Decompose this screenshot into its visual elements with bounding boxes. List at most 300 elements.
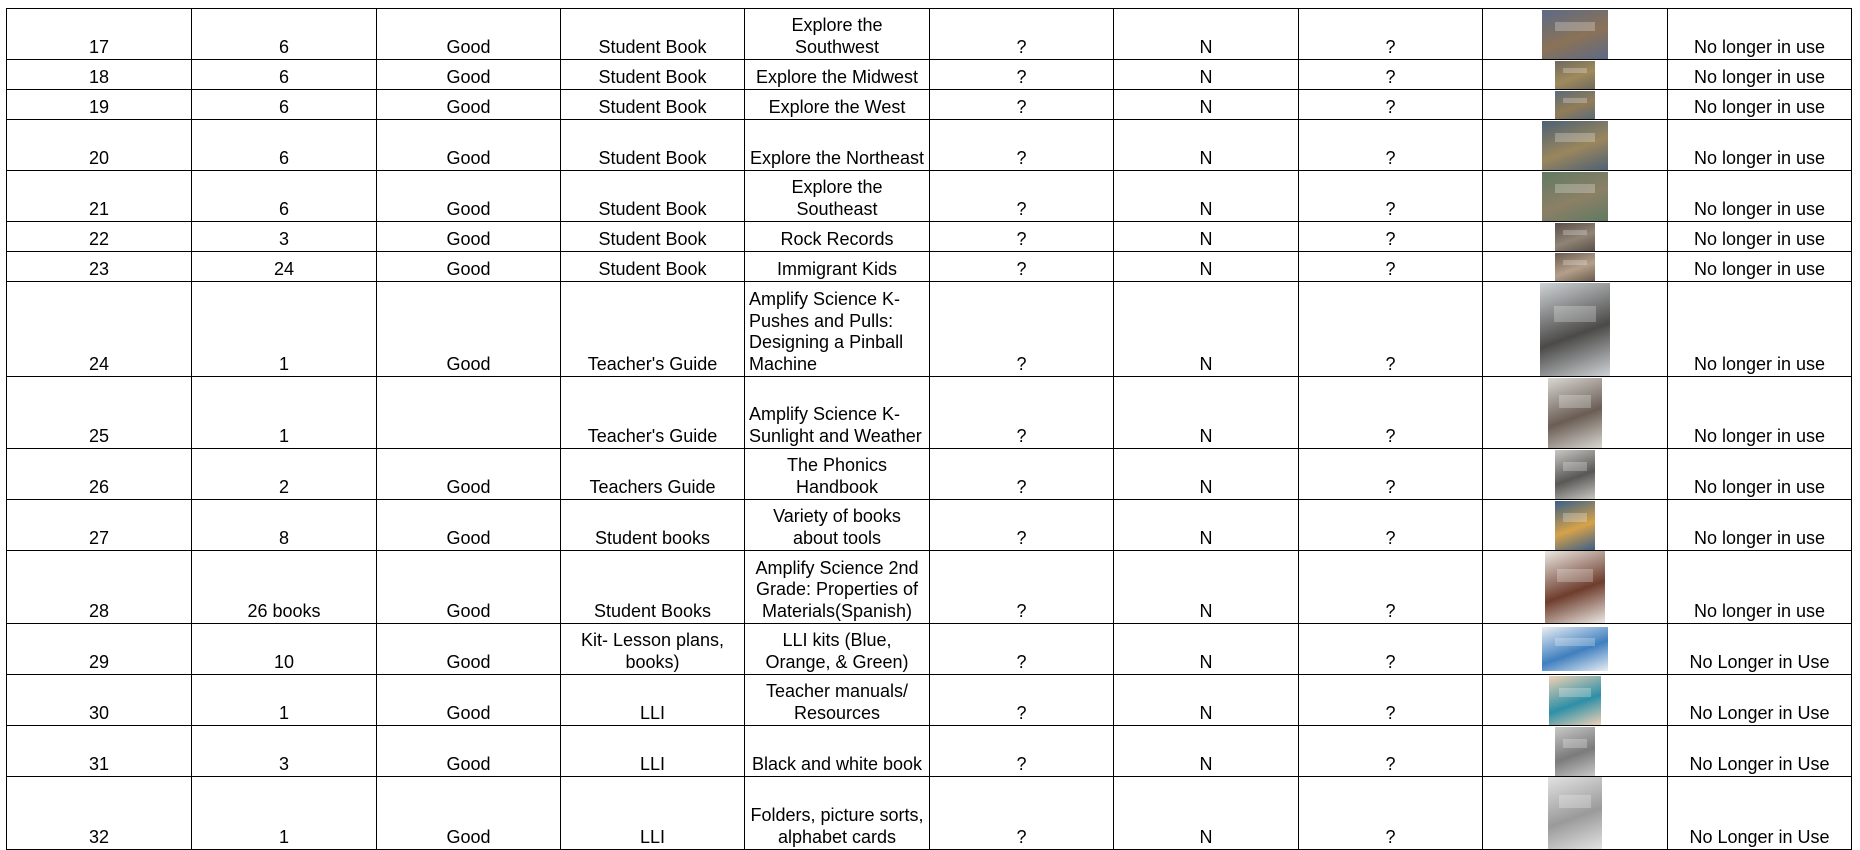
- row-number-cell: [7, 90, 192, 120]
- status-cell: [1668, 777, 1852, 850]
- status-text: No longer in use: [1693, 36, 1826, 57]
- item-photo: [1542, 627, 1608, 671]
- condition-text: Good: [446, 36, 491, 57]
- status-cell: [1668, 90, 1852, 120]
- quantity-cell: [192, 171, 377, 222]
- question-cell: [930, 90, 1114, 120]
- row-number-cell: [7, 377, 192, 449]
- item-type-text: Kit- Lesson plans, books): [580, 630, 725, 672]
- question-text: ?: [1016, 600, 1027, 621]
- available-cell: [1114, 726, 1299, 777]
- available-text: N: [1199, 826, 1213, 847]
- title-cell: [745, 90, 930, 120]
- row-number-text: 21: [88, 198, 110, 219]
- question-text: ?: [1016, 96, 1027, 117]
- title-text: Amplify Science 2nd Grade: Properties of Materials(Spanish): [755, 557, 919, 621]
- row-number-cell: [7, 777, 192, 850]
- question-text-2: ?: [1385, 600, 1396, 621]
- question-cell: [930, 252, 1114, 282]
- photo-cell: [1483, 551, 1668, 624]
- photo-cell: [1483, 624, 1668, 675]
- question-text: ?: [1016, 753, 1027, 774]
- table-row: [7, 624, 1852, 675]
- status-cell: [1668, 252, 1852, 282]
- row-number-text: 17: [88, 36, 110, 57]
- condition-cell: [377, 222, 561, 252]
- title-cell: [745, 120, 930, 171]
- row-number-text: 30: [88, 702, 110, 723]
- table-row: [7, 222, 1852, 252]
- question-text-2: ?: [1385, 753, 1396, 774]
- row-number-cell: [7, 624, 192, 675]
- table-row: [7, 449, 1852, 500]
- available-text: N: [1199, 198, 1213, 219]
- status-cell: [1668, 449, 1852, 500]
- condition-cell: [377, 9, 561, 60]
- title-cell: [745, 726, 930, 777]
- table-row: [7, 9, 1852, 60]
- row-number-text: 31: [88, 753, 110, 774]
- title-cell: [745, 500, 930, 551]
- question-text: ?: [1016, 476, 1027, 497]
- row-number-cell: [7, 449, 192, 500]
- condition-cell: [377, 500, 561, 551]
- available-cell: [1114, 777, 1299, 850]
- quantity-cell: [192, 551, 377, 624]
- item-photo: [1548, 777, 1602, 849]
- status-cell: [1668, 60, 1852, 90]
- condition-cell: [377, 449, 561, 500]
- row-number-cell: [7, 120, 192, 171]
- item-photo: [1555, 501, 1595, 550]
- quantity-cell: [192, 449, 377, 500]
- question-text: ?: [1016, 147, 1027, 168]
- table-row: [7, 551, 1852, 624]
- title-text: Explore the Northeast: [749, 147, 925, 168]
- title-text: Explore the Southwest: [791, 15, 883, 57]
- question-text-2: ?: [1385, 36, 1396, 57]
- title-text: Variety of books about tools: [773, 506, 901, 548]
- available-text: N: [1199, 753, 1213, 774]
- quantity-cell: [192, 624, 377, 675]
- row-number-cell: [7, 500, 192, 551]
- table-row: [7, 90, 1852, 120]
- quantity-text: 1: [278, 826, 289, 847]
- question-text: ?: [1016, 228, 1027, 249]
- condition-cell: [377, 120, 561, 171]
- row-number-cell: [7, 171, 192, 222]
- question-cell: [930, 777, 1114, 850]
- question-text-2: ?: [1385, 702, 1396, 723]
- photo-cell: [1483, 449, 1668, 500]
- condition-text: Good: [446, 228, 491, 249]
- item-type-text: Student Book: [598, 66, 707, 87]
- available-cell: [1114, 551, 1299, 624]
- status-text: No Longer in Use: [1689, 753, 1830, 774]
- item-type-text: Teacher's Guide: [587, 353, 718, 374]
- item-type-cell: [561, 90, 745, 120]
- item-photo: [1549, 676, 1601, 725]
- condition-text: Good: [446, 147, 491, 168]
- question-text-2: ?: [1385, 527, 1396, 548]
- question-cell-2: [1299, 624, 1483, 675]
- question-cell-2: [1299, 171, 1483, 222]
- question-cell: [930, 60, 1114, 90]
- table-row: [7, 60, 1852, 90]
- title-cell: [745, 624, 930, 675]
- question-cell-2: [1299, 252, 1483, 282]
- available-cell: [1114, 624, 1299, 675]
- condition-cell: [377, 726, 561, 777]
- table-row: [7, 500, 1852, 551]
- condition-cell: [377, 60, 561, 90]
- item-type-text: Teachers Guide: [589, 476, 716, 497]
- condition-cell: [377, 90, 561, 120]
- quantity-cell: [192, 60, 377, 90]
- available-cell: [1114, 377, 1299, 449]
- photo-cell: [1483, 120, 1668, 171]
- title-text: Explore the Southeast: [791, 177, 883, 219]
- photo-cell: [1483, 222, 1668, 252]
- photo-cell: [1483, 377, 1668, 449]
- row-number-text: 19: [88, 96, 110, 117]
- quantity-cell: [192, 90, 377, 120]
- item-photo: [1555, 450, 1595, 499]
- inventory-table: [6, 8, 1852, 850]
- item-type-cell: [561, 624, 745, 675]
- available-text: N: [1199, 527, 1213, 548]
- quantity-text: 2: [278, 476, 289, 497]
- item-type-text: Student Book: [598, 258, 707, 279]
- item-photo: [1542, 172, 1608, 221]
- available-text: N: [1199, 651, 1213, 672]
- condition-cell: [377, 377, 561, 449]
- available-text: N: [1199, 228, 1213, 249]
- title-cell: [745, 377, 930, 449]
- item-type-cell: [561, 120, 745, 171]
- photo-cell: [1483, 171, 1668, 222]
- item-type-cell: [561, 252, 745, 282]
- question-cell-2: [1299, 60, 1483, 90]
- quantity-cell: [192, 377, 377, 449]
- item-type-text: Teacher's Guide: [587, 425, 718, 446]
- question-cell: [930, 222, 1114, 252]
- status-cell: [1668, 120, 1852, 171]
- row-number-cell: [7, 222, 192, 252]
- question-cell: [930, 726, 1114, 777]
- item-photo: [1555, 91, 1595, 119]
- status-cell: [1668, 624, 1852, 675]
- item-type-text: Student Book: [598, 96, 707, 117]
- question-cell-2: [1299, 222, 1483, 252]
- quantity-cell: [192, 675, 377, 726]
- question-cell: [930, 449, 1114, 500]
- question-cell: [930, 120, 1114, 171]
- quantity-text: 3: [278, 228, 289, 249]
- status-text: No longer in use: [1693, 258, 1826, 279]
- table-row: [7, 777, 1852, 850]
- item-type-text: Student Book: [598, 228, 707, 249]
- question-text-2: ?: [1385, 476, 1396, 497]
- status-cell: [1668, 171, 1852, 222]
- question-text: ?: [1016, 425, 1027, 446]
- item-type-cell: [561, 377, 745, 449]
- quantity-text: 3: [278, 753, 289, 774]
- row-number-text: 29: [88, 651, 110, 672]
- question-text-2: ?: [1385, 651, 1396, 672]
- question-cell-2: [1299, 551, 1483, 624]
- photo-cell: [1483, 90, 1668, 120]
- title-text: Folders, picture sorts, alphabet cards: [750, 805, 924, 847]
- quantity-cell: [192, 282, 377, 377]
- title-cell: [745, 60, 930, 90]
- available-cell: [1114, 282, 1299, 377]
- status-text: No longer in use: [1693, 228, 1826, 249]
- row-number-text: 24: [88, 353, 110, 374]
- available-text: N: [1199, 353, 1213, 374]
- title-text: Explore the Midwest: [755, 66, 919, 87]
- question-cell-2: [1299, 120, 1483, 171]
- question-text: ?: [1016, 258, 1027, 279]
- title-text: Teacher manuals/ Resources: [765, 681, 909, 723]
- question-text-2: ?: [1385, 228, 1396, 249]
- title-text: The Phonics Handbook: [786, 455, 888, 497]
- question-text: ?: [1016, 353, 1027, 374]
- status-text: No longer in use: [1693, 96, 1826, 117]
- question-text-2: ?: [1385, 826, 1396, 847]
- table-row: [7, 675, 1852, 726]
- table-row: [7, 252, 1852, 282]
- title-text: Immigrant Kids: [776, 258, 898, 279]
- question-cell-2: [1299, 726, 1483, 777]
- title-cell: [745, 222, 930, 252]
- item-type-cell: [561, 60, 745, 90]
- table-row: [7, 171, 1852, 222]
- title-text: Amplify Science K- Sunlight and Weather: [749, 404, 922, 446]
- available-cell: [1114, 90, 1299, 120]
- row-number-text: 18: [88, 66, 110, 87]
- title-text: Black and white book: [751, 753, 923, 774]
- question-cell-2: [1299, 500, 1483, 551]
- table-row: [7, 726, 1852, 777]
- table-row: [7, 120, 1852, 171]
- condition-text: Good: [446, 753, 491, 774]
- available-text: N: [1199, 147, 1213, 168]
- condition-text: Good: [446, 476, 491, 497]
- question-text: ?: [1016, 527, 1027, 548]
- row-number-text: 25: [88, 425, 110, 446]
- quantity-cell: [192, 777, 377, 850]
- item-type-cell: [561, 726, 745, 777]
- item-type-text: Student Books: [593, 600, 712, 621]
- condition-cell: [377, 171, 561, 222]
- question-cell-2: [1299, 377, 1483, 449]
- question-text: ?: [1016, 702, 1027, 723]
- row-number-cell: [7, 675, 192, 726]
- quantity-text: 6: [278, 147, 289, 168]
- question-text: ?: [1016, 36, 1027, 57]
- quantity-cell: [192, 222, 377, 252]
- quantity-cell: [192, 9, 377, 60]
- question-cell: [930, 675, 1114, 726]
- title-cell: [745, 252, 930, 282]
- condition-text: Good: [446, 96, 491, 117]
- question-cell: [930, 551, 1114, 624]
- question-cell: [930, 282, 1114, 377]
- quantity-text: 1: [278, 425, 289, 446]
- question-text-2: ?: [1385, 96, 1396, 117]
- question-cell: [930, 624, 1114, 675]
- question-text-2: ?: [1385, 258, 1396, 279]
- item-photo: [1545, 551, 1605, 623]
- item-type-cell: [561, 551, 745, 624]
- condition-cell: [377, 675, 561, 726]
- item-photo: [1555, 61, 1595, 89]
- quantity-text: 10: [273, 651, 295, 672]
- row-number-cell: [7, 726, 192, 777]
- title-cell: [745, 675, 930, 726]
- status-text: No longer in use: [1693, 425, 1826, 446]
- condition-text: Good: [446, 826, 491, 847]
- row-number-text: 32: [88, 826, 110, 847]
- available-text: N: [1199, 425, 1213, 446]
- available-cell: [1114, 9, 1299, 60]
- quantity-text: 6: [278, 198, 289, 219]
- status-text: No longer in use: [1693, 353, 1826, 374]
- available-text: N: [1199, 96, 1213, 117]
- quantity-cell: [192, 252, 377, 282]
- question-cell: [930, 9, 1114, 60]
- condition-text: Good: [446, 198, 491, 219]
- condition-cell: [377, 252, 561, 282]
- title-cell: [745, 171, 930, 222]
- item-type-text: LLI: [639, 702, 666, 723]
- item-type-text: LLI: [639, 826, 666, 847]
- row-number-cell: [7, 551, 192, 624]
- question-cell: [930, 377, 1114, 449]
- table-row: [7, 377, 1852, 449]
- status-text: No Longer in Use: [1689, 826, 1830, 847]
- item-type-text: Student books: [594, 527, 711, 548]
- item-type-cell: [561, 675, 745, 726]
- photo-cell: [1483, 252, 1668, 282]
- quantity-text: 24: [273, 258, 295, 279]
- condition-cell: [377, 624, 561, 675]
- item-type-cell: [561, 777, 745, 850]
- status-cell: [1668, 377, 1852, 449]
- item-type-cell: [561, 9, 745, 60]
- item-photo: [1555, 223, 1595, 251]
- question-text: ?: [1016, 198, 1027, 219]
- status-text: No longer in use: [1693, 527, 1826, 548]
- condition-text: Good: [446, 651, 491, 672]
- quantity-cell: [192, 726, 377, 777]
- row-number-text: 26: [88, 476, 110, 497]
- condition-cell: [377, 551, 561, 624]
- available-text: N: [1199, 702, 1213, 723]
- quantity-cell: [192, 500, 377, 551]
- row-number-text: 28: [88, 600, 110, 621]
- photo-cell: [1483, 60, 1668, 90]
- quantity-text: 8: [278, 527, 289, 548]
- status-text: No longer in use: [1693, 147, 1826, 168]
- question-cell: [930, 171, 1114, 222]
- status-text: No Longer in Use: [1689, 702, 1830, 723]
- title-cell: [745, 777, 930, 850]
- row-number-text: 27: [88, 527, 110, 548]
- available-text: N: [1199, 258, 1213, 279]
- available-cell: [1114, 500, 1299, 551]
- available-cell: [1114, 449, 1299, 500]
- question-text-2: ?: [1385, 353, 1396, 374]
- available-text: N: [1199, 66, 1213, 87]
- item-type-cell: [561, 222, 745, 252]
- status-cell: [1668, 551, 1852, 624]
- item-type-cell: [561, 449, 745, 500]
- row-number-cell: [7, 9, 192, 60]
- title-text: Amplify Science K- Pushes and Pulls: Designing a Pinball Machine: [749, 289, 904, 374]
- status-cell: [1668, 726, 1852, 777]
- title-cell: [745, 282, 930, 377]
- status-cell: [1668, 282, 1852, 377]
- quantity-text: 26 books: [247, 600, 321, 621]
- photo-cell: [1483, 500, 1668, 551]
- item-type-cell: [561, 171, 745, 222]
- title-text: LLI kits (Blue, Orange, & Green): [765, 630, 909, 672]
- question-text-2: ?: [1385, 425, 1396, 446]
- question-cell: [930, 500, 1114, 551]
- status-text: No longer in use: [1693, 600, 1826, 621]
- question-text: ?: [1016, 826, 1027, 847]
- available-cell: [1114, 675, 1299, 726]
- question-text: ?: [1016, 66, 1027, 87]
- photo-cell: [1483, 9, 1668, 60]
- item-type-text: Student Book: [598, 36, 707, 57]
- question-text-2: ?: [1385, 147, 1396, 168]
- condition-text: Good: [446, 353, 491, 374]
- status-text: No longer in use: [1693, 66, 1826, 87]
- photo-cell: [1483, 777, 1668, 850]
- available-text: N: [1199, 476, 1213, 497]
- photo-cell: [1483, 675, 1668, 726]
- title-text: Explore the West: [768, 96, 906, 117]
- item-type-text: LLI: [639, 753, 666, 774]
- status-cell: [1668, 222, 1852, 252]
- quantity-text: 1: [278, 702, 289, 723]
- status-cell: [1668, 500, 1852, 551]
- condition-cell: [377, 777, 561, 850]
- item-type-text: Student Book: [598, 198, 707, 219]
- status-text: No longer in use: [1693, 476, 1826, 497]
- question-cell-2: [1299, 9, 1483, 60]
- quantity-text: 6: [278, 66, 289, 87]
- photo-cell: [1483, 726, 1668, 777]
- quantity-text: 1: [278, 353, 289, 374]
- title-cell: [745, 449, 930, 500]
- row-number-cell: [7, 282, 192, 377]
- quantity-text: 6: [278, 96, 289, 117]
- item-type-cell: [561, 282, 745, 377]
- available-text: N: [1199, 36, 1213, 57]
- item-photo: [1542, 10, 1608, 59]
- title-text: Rock Records: [780, 228, 894, 249]
- item-photo: [1555, 727, 1595, 776]
- row-number-text: 22: [88, 228, 110, 249]
- question-cell-2: [1299, 282, 1483, 377]
- item-photo: [1540, 283, 1610, 376]
- condition-cell: [377, 282, 561, 377]
- row-number-text: 23: [88, 258, 110, 279]
